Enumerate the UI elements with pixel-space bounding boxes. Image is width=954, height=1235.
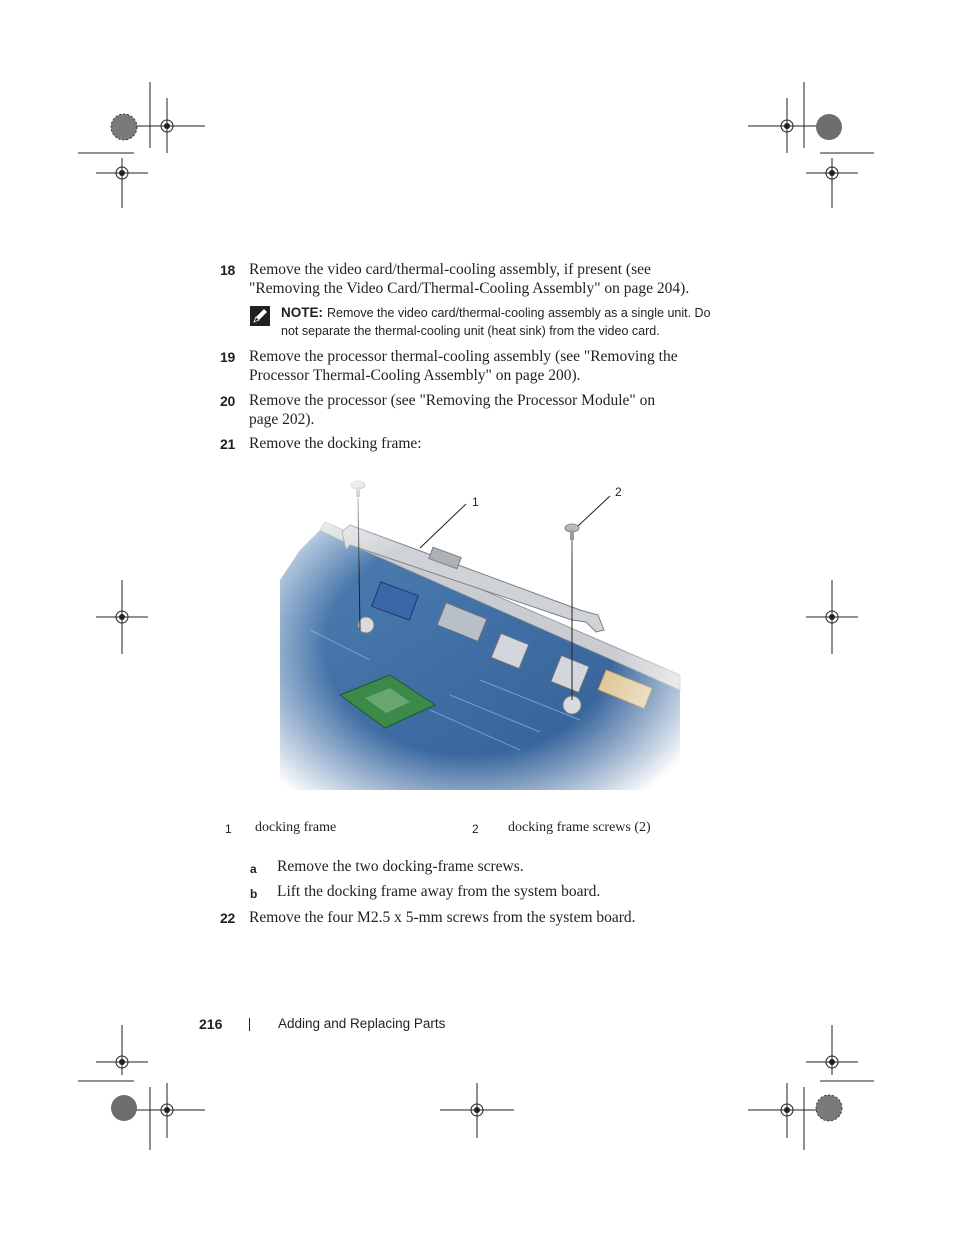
step-text-line: Remove the processor thermal-cooling assembly (see "Removing the: [249, 348, 678, 365]
substep-text: Remove the two docking-frame screws.: [277, 858, 524, 875]
docking-frame-illustration: [280, 470, 700, 790]
step-text-line: Remove the docking frame:: [249, 435, 422, 452]
step-text-line: Remove the processor (see "Removing the Processor Module" on: [249, 392, 656, 409]
note-line: Remove the video card/thermal-cooling assembly as a single unit. Do: [327, 306, 711, 320]
step-text: [249, 347, 719, 385]
note-text: [281, 304, 721, 340]
step-text-line: Processor Thermal-Cooling Assembly" on page 200).: [249, 367, 581, 384]
step-number: 22: [220, 910, 235, 926]
page-number: 216: [199, 1016, 223, 1032]
pencil-note-icon: [250, 306, 270, 326]
legend-label: docking frame screws (2): [508, 820, 651, 835]
legend-num: 1: [225, 822, 232, 836]
step-text-line: "Removing the Video Card/Thermal-Cooling Assembly" on page 204).: [249, 280, 690, 297]
step-text-line: Remove the four M2.5 x 5-mm screws from the system board.: [249, 909, 636, 926]
system-board-illustration: [280, 470, 700, 790]
substep-letter: a: [250, 862, 257, 876]
substep-text: Lift the docking frame away from the system board.: [277, 883, 601, 900]
step-text-line: Remove the video card/thermal-cooling assembly, if present (see: [249, 261, 651, 278]
callout-2: 2: [615, 485, 622, 499]
step-text: [249, 908, 719, 927]
note-line: not separate the thermal-cooling unit (heat sink) from the video card.: [281, 324, 660, 338]
chapter-title: Adding and Replacing Parts: [278, 1016, 446, 1031]
footer-divider: [249, 1018, 250, 1031]
callout-1: 1: [472, 495, 479, 509]
step-text: [249, 434, 719, 453]
step-text-line: page 202).: [249, 411, 315, 428]
substep-letter: b: [250, 887, 258, 901]
step-number: 21: [220, 436, 235, 452]
legend-num: 2: [472, 822, 479, 836]
step-number: 18: [220, 262, 235, 278]
step-text: [249, 391, 719, 429]
step-number: 19: [220, 349, 235, 365]
legend-label: docking frame: [255, 820, 337, 835]
step-text: [249, 260, 719, 298]
note-label: NOTE:: [281, 305, 323, 320]
step-number: 20: [220, 393, 235, 409]
